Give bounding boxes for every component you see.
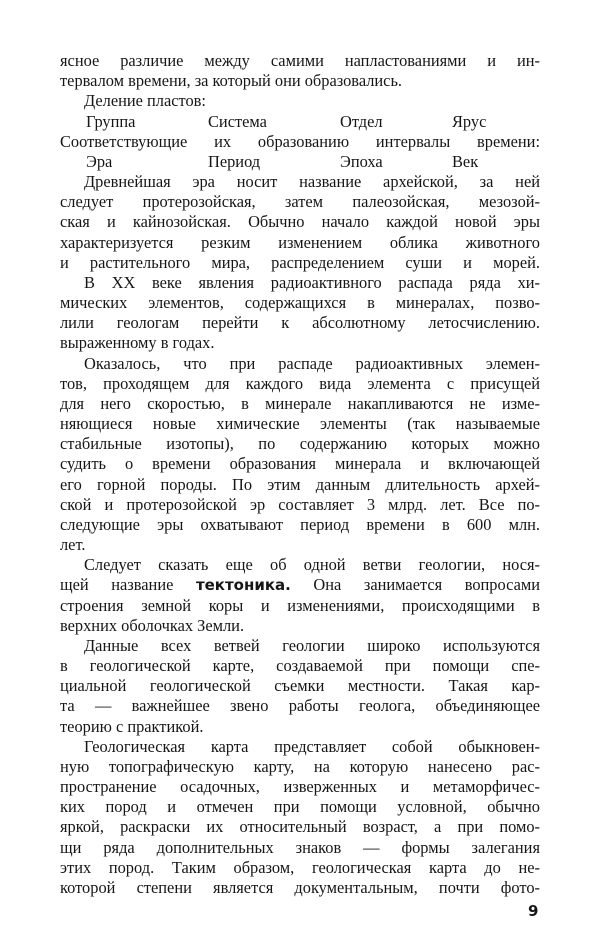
- time-cell: Период: [208, 152, 261, 171]
- text-line: циальной геологической съемки местности. Такая кар-: [60, 676, 540, 695]
- text-line: мических элементов, содержащихся в минералах, позво-: [60, 293, 540, 312]
- text-line: пространение осадочных, изверженных и метаморфичес-: [60, 777, 540, 796]
- text-line: Геологическая карта представляет собой обыкновен-: [84, 737, 540, 756]
- text-line: теорию с практикой.: [60, 717, 204, 736]
- text-line: следующие эры охватывают период времени в 600 млн.: [60, 515, 540, 534]
- text-line: и растительного мира, распределением суши и морей.: [60, 253, 540, 272]
- time-cell: Век: [452, 152, 479, 171]
- strata-cell: Группа: [86, 112, 136, 131]
- text-line: ская и кайнозойская. Обычно начало каждой новой эры: [60, 212, 540, 231]
- text-line: выраженному в годах.: [60, 333, 215, 352]
- text-line: В XX веке явления радиоактивного распада ряда хи-: [84, 273, 540, 292]
- text-line: щи ряда дополнительных знаков — формы залегания: [60, 838, 540, 857]
- text-line: яркой, раскраски их относительный возраст, а при помо-: [60, 817, 540, 836]
- text-line: его горной породы. По этим данным длительность архей-: [60, 475, 540, 494]
- text-line: ской и протерозойской эр составляет 3 млрд. лет. Все по-: [60, 495, 540, 514]
- text-fragment: этих пород.: [60, 858, 155, 877]
- text-line: та — важнейшее звено работы геолога, объединяющее: [60, 696, 540, 715]
- text-line: судить о времени образования минерала и включающей: [60, 454, 540, 473]
- term-tectonics: тектоника.: [195, 576, 291, 594]
- text-fragment: щей название: [60, 575, 174, 594]
- strata-cell: Система: [208, 112, 267, 131]
- time-cell: Эпоха: [340, 152, 383, 171]
- text-line: [60, 575, 540, 595]
- strata-cell: Ярус: [452, 112, 487, 131]
- text-fragment: Таким образом, геологическая карта до не-: [171, 858, 540, 877]
- text-line: в геологической карте, создаваемой при помощи спе-: [60, 656, 540, 675]
- text-line: строения земной коры и изменениями, происходящими в: [60, 596, 540, 615]
- strata-cell: Отдел: [340, 112, 383, 131]
- time-cell: Эра: [86, 152, 113, 171]
- text-line: ную топографическую карту, на которую нанесено рас-: [60, 757, 540, 776]
- text-line: Соответствующие их образованию интервалы времени:: [60, 132, 540, 151]
- text-line: [60, 858, 540, 878]
- text-line: лет.: [60, 535, 86, 554]
- text-fragment: Она занимается вопросами: [313, 575, 540, 594]
- page-number: 9: [528, 902, 539, 920]
- text-line: ясное различие между самими напластованиями и ин-: [60, 51, 540, 70]
- text-line: ких пород и отмечен при помощи условной, обычно: [60, 797, 540, 816]
- text-line: няющиеся новые химические элементы (так называемые: [60, 414, 540, 433]
- text-line: тервалом времени, за который они образовались.: [60, 71, 403, 90]
- text-line: Данные всех ветвей геологии широко используются: [84, 636, 540, 655]
- text-line: Следует сказать еще об одной ветви геологии, нося-: [84, 555, 540, 574]
- text-line: Деление пластов:: [84, 91, 206, 110]
- text-line: следует протерозойская, затем палеозойская, мезозой-: [60, 192, 540, 211]
- text-line: лили геологам перейти к абсолютному летосчислению.: [60, 313, 540, 332]
- text-line: характеризуется резким изменением облика животного: [60, 233, 540, 252]
- text-line: для него скоростью, в минерале накапливаются не изме-: [60, 394, 540, 413]
- text-line: которой степени является документальным, почти фото-: [60, 878, 540, 897]
- text-line: стабильные изотопы), по содержанию которых можно: [60, 434, 540, 453]
- text-line: тов, проходящем для каждого вида элемента с присущей: [60, 374, 540, 393]
- text-line: Древнейшая эра носит название архейской, за ней: [84, 172, 540, 191]
- text-line: верхних оболочках Земли.: [60, 616, 245, 635]
- text-line: Оказалось, что при распаде радиоактивных элемен-: [84, 354, 540, 373]
